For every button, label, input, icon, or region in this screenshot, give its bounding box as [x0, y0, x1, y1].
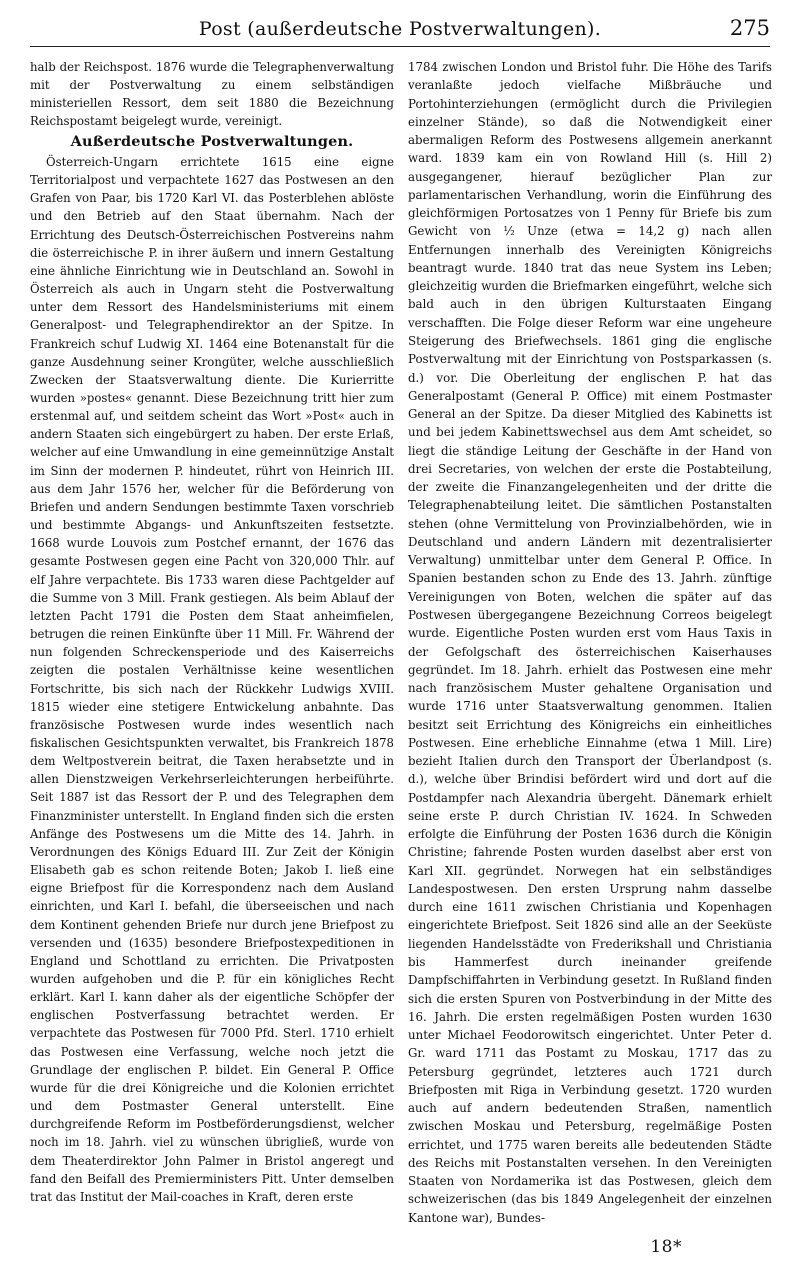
section-heading: Außerdeutsche Postverwaltungen. — [70, 132, 354, 150]
running-head: Post (außerdeutsche Postverwaltungen). — [198, 18, 602, 40]
right-column — [408, 58, 772, 1227]
page-number: 275 — [729, 16, 770, 40]
left-column — [30, 58, 394, 1206]
signature-mark: 18* — [650, 1237, 682, 1257]
paragraph-continuation: halb der Reichspost. 1876 wurde die Telegraphenverwaltung mit der Postverwaltung zu einem selbständigen ministeriellen Ressort, dem seit 1880 die Bezeichnung Reichspostamt beigelegt wurde, vereinigt. — [30, 60, 394, 129]
paragraph-continued: 1784 zwischen London und Bristol fuhr. Die Höhe des Tarifs veranlaßte jedoch vielfache Mißbräuche und Portohinterziehungen (ermöglicht durch die Privilegien einzelner Stände), so daß die Notwendigkeit einer abermaligen Reform des Postwesens allgemein anerkannt ward. 1839 kam ein von Rowland Hill (s. Hill 2) ausgegangener, hierauf bezüglicher Plan zur parlamentarischen Verhandlung, worin die Einführung des gleichförmigen Portosatzes von 1 Penny für Briefe bis zum Gewicht von ½ Unze (etwa = 14,2 g) nach allen Entfernungen innerhalb des Vereinigten Königreichs beantragt wurde. 1840 trat das neue System ins Leben; gleichzeitig wurden die Briefmarken eingeführt, welche sich bald auch in den übrigen Kulturstaaten Eingang verschafften. Die Folge dieser Reform war eine ungeheure Steigerung des Briefwechsels. 1861 ging die englische Postverwaltung mit der Einrichtung von Postsparkassen (s. d.) vor. Die Oberleitung der englischen P. hat das Generalpostamt (General P. Office) mit einem Postmaster General an der Spitze. Da dieser Mitglied des Kabinetts ist und bei jedem Kabinettswechsel aus dem Amt scheidet, so liegt die ständige Leitung der Geschäfte in der Hand von drei Secretaries, von welchen der erste die Postabteilung, der zweite die Finanzangelegenheiten und der dritte die Telegraphenabteilung leitet. Die sämtlichen Postanstalten stehen (ohne Vermittelung von Provinzialbehörden, wie in Deutschland und andern Ländern mit dezentralisierter Verwaltung) unmittelbar unter dem General P. Office. In Spanien bestanden schon zu Ende des 13. Jahrh. zünftige Vereinigungen von Boten, welchen die später auf das Postwesen übergegangene Bezeichnung Correos beigelegt wurde. Eigentliche Posten wurden erst vom Haus Taxis in der Gefolgschaft des österreichischen Kaiserhauses gegründet. Im 18. Jahrh. erhielt das Postwesen eine mehr nach französischem Muster gehaltene Organisation und wurde 1716 unter Staatsverwaltung genommen. Italien besitzt seit Errichtung des Königreichs ein einheitliches Postwesen. Eine erhebliche Einnahme (etwa 1 Mill. Lire) bezieht Italien durch den Transport der Überlandpost (s. d.), welche über Brindisi befördert wird und dort auf die Postdampfer nach Alexandria übergeht. Dänemark erhielt seine erste P. durch Christian IV. 1624. In Schweden erfolgte die Einführung der Posten 1636 durch die Königin Christine; fahrende Posten wurden daselbst aber erst von Karl XII. gegründet. Norwegen hat ein selbständiges Landespostwesen. Den ersten Ursprung nahm dasselbe durch eine 1611 zwischen Christiania und Kopenhagen eingerichtete Briefpost. Seit 1826 sind alle an der Seeküste liegenden Handelsstädte von Frederikshall und Christiania bis Hammerfest durch ineinander greifende Dampfschiffahrten in Verbindung gesetzt. In Rußland finden sich die ersten Spuren von Postverbindung in der Mitte des 16. Jahrh. Die ersten regelmäßigen Posten wurden 1630 unter Michael Feodorowitsch eingerichtet. Unter Peter d. Gr. ward 1711 das Postamt zu Moskau, 1717 das zu Petersburg gegründet, letzteres auch 1721 durch Briefposten mit Riga in Verbindung gesetzt. 1720 wurden auch auf andern bedeutenden Straßen, namentlich zwischen Moskau und Petersburg, regelmäßige Posten errichtet, und 1775 waren bereits alle bedeutenden Städte des Reichs mit Postanstalten versehen. In den Vereinigten Staaten von Nordamerika ist das Postwesen, gleich dem schweizerischen (das bis 1849 Angelegenheit der einzelnen Kantone war), Bundes- — [408, 60, 772, 1225]
page-header — [30, 10, 770, 47]
paragraph-foreign-postal-services: Österreich-Ungarn errichtete 1615 eine eigne Territorialpost und verpachtete 1627 das Postwesen an den Grafen von Paar, bis 1720 Karl VI. das Posterblehen ablöste und den Betrieb auf den Staat übernahm. Nach der Errichtung des Deutsch-Österreichischen Postvereins nahm die österreichische P. in ihrer äußern und innern Gestaltung eine ähnliche Einrichtung wie in Deutschland an. Sowohl in Österreich als auch in Ungarn steht die Postverwaltung unter dem Ressort des Handelsministeriums mit einem Generalpost- und Telegraphendirektor an der Spitze. In Frankreich schuf Ludwig XI. 1464 eine Botenanstalt für die ganze Ausdehnung seiner Krongüter, welche ausschließlich Zwecken der Staatsverwaltung diente. Die Kurierritte wurden »postes« genannt. Diese Bezeichnung tritt hier zum erstenmal auf, und seitdem scheint das Wort »Post« auch in andern Staaten sich eingebürgert zu haben. Der erste Erlaß, welcher auf eine Umwandlung in eine gemeinnützige Anstalt im Sinn der modernen P. hindeutet, rührt von Heinrich III. aus dem Jahr 1576 her, welcher für die Beförderung von Briefen und andern Sendungen bestimmte Taxen vorschrieb und bestimmte Abgangs- und Ankunftszeiten festsetzte. 1668 wurde Louvois zum Postchef ernannt, der 1676 das gesamte Postwesen gegen eine Pacht von 320,000 Thlr. auf elf Jahre verpachtete. Bis 1733 waren diese Pachtgelder auf die Summe von 3 Mill. Frank gestiegen. Als beim Ablauf der letzten Pacht 1791 die Posten dem Staat anheimfielen, betrugen die reinen Einkünfte über 11 Mill. Fr. Während der nun folgenden Schreckensperiode und des Kaiserreichs zeigten die postalen Verhältnisse keine wesentlichen Fortschritte, bis sich nach der Rückkehr Ludwigs XVIII. 1815 wieder eine stetigere Entwickelung anbahnte. Das französische Postwesen wurde indes wesentlich nach fiskalischen Gesichtspunkten verwaltet, bis Frankreich 1878 dem Weltpostverein beitrat, die Taxen herabsetzte und in allen Dienstzweigen Verkehrserleichterungen herbeiführte. Seit 1887 ist das Ressort der P. und des Telegraphen dem Finanzminister unterstellt. In England finden sich die ersten Anfänge des Postwesens um die Mitte des 14. Jahrh. in Verordnungen des Königs Eduard III. Zur Zeit der Königin Elisabeth gab es schon reitende Boten; Jakob I. ließ eine eigne Briefpost für die Korrespondenz nach dem Ausland einrichten, und Karl I. befahl, die überseeischen und nach dem Kontinent gehenden Briefe nur durch jene Briefpost zu versenden und (1635) besondere Briefpostexpeditionen in England und Schottland zu errichten. Die Privatposten wurden aufgehoben und die P. für ein königliches Recht erklärt. Karl I. kann daher als der eigentliche Schöpfer der englischen Postverfassung betrachtet werden. Er verpachtete das Postwesen für 7000 Pfd. Sterl. 1710 erhielt das Postwesen eine Verfassung, welche noch jetzt die Grundlage der englischen P. bildet. Ein General P. Office wurde für die drei Königreiche und die Kolonien errichtet und dem Postmaster General unterstellt. Eine durchgreifende Reform im Postbeförderungsdienst, welcher noch im 18. Jahrh. viel zu wünschen übrigließ, wurde von dem Theaterdirektor John Palmer in Bristol angeregt und fand den Beifall des Premierministers Pitt. Unter demselben trat das Institut der Mail-coaches in Kraft, deren erste — [30, 154, 394, 1204]
